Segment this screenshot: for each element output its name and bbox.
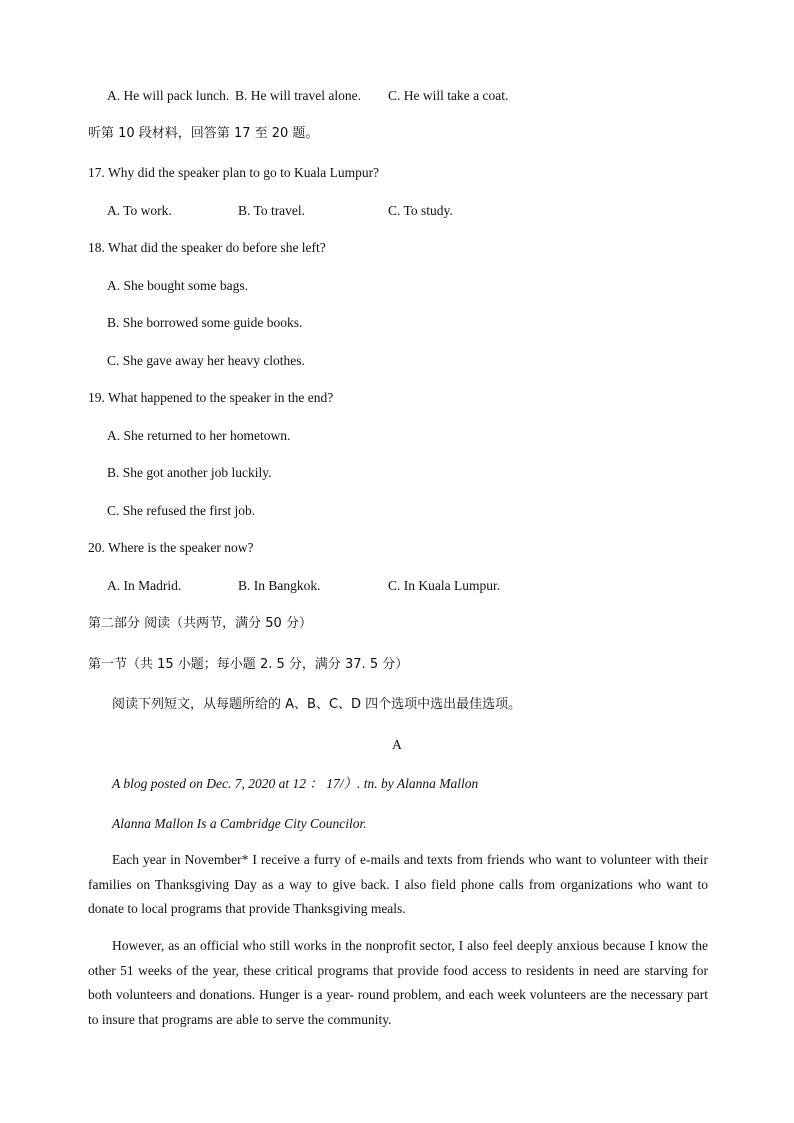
reading-instructions: 阅读下列短文，从每题所给的 A、B、C、D 四个选项中选出最佳选项。 — [112, 697, 522, 712]
question-17-stem: 17. Why did the speaker plan to go to Kuala Lumpur? — [88, 165, 380, 180]
passage-author-note: Alanna Mallon Is a Cambridge City Councilor. — [112, 816, 367, 831]
q18-option-b: B. She borrowed some guide books. — [107, 315, 303, 330]
q17-option-c: C. To study. — [388, 203, 453, 218]
question-20-stem: 20. Where is the speaker now? — [88, 540, 254, 555]
q17-option-a: A. To work. — [107, 203, 172, 218]
part-two-heading: 第二部分 阅读（共两节，满分 50 分） — [88, 616, 312, 631]
q19-option-c: C. She refused the first job. — [107, 503, 256, 518]
question-19-stem: 19. What happened to the speaker in the end? — [88, 390, 334, 405]
question-18-stem: 18. What did the speaker do before she left? — [88, 240, 326, 255]
q18-option-c: C. She gave away her heavy clothes. — [107, 353, 305, 368]
q19-option-b: B. She got another job luckily. — [107, 465, 272, 480]
q16-option-c: C. He will take a coat. — [388, 88, 509, 103]
q17-option-b: B. To travel. — [238, 203, 306, 218]
q16-option-a: A. He will pack lunch. — [107, 88, 230, 103]
passage-letter: A — [392, 737, 402, 752]
q20-option-a: A. In Madrid. — [107, 578, 182, 593]
passage-paragraph: However, as an official who still works in the nonprofit sector, I also feel deeply anxious because I know the other 51 weeks of the year, these critical programs that provide food access to residents in need are starving for both volunteers and donations. Hunger is a year- round problem, and each week volunteers are the necessary part to insure that programs are able to serve the community. — [88, 938, 708, 1027]
section-10-heading: 听第 10 段材料，回答第 17 至 20 题。 — [88, 126, 319, 141]
section-one-heading: 第一节（共 15 小题；每小题 2. 5 分，满分 37. 5 分） — [88, 657, 409, 672]
q16-option-b: B. He will travel alone. — [235, 88, 361, 103]
q20-option-c: C. In Kuala Lumpur. — [388, 578, 501, 593]
passage-byline: A blog posted on Dec. 7, 2020 at 12 ： 17/）. tn. by Alanna Mallon — [112, 776, 479, 791]
q18-option-a: A. She bought some bags. — [107, 278, 248, 293]
passage-paragraph: Each year in November* I receive a furry of e-mails and texts from friends who want to volunteer with their families on Thanksgiving Day as a way to give back. I also field phone calls from organizations who want to donate to local programs that provide Thanksgiving meals. — [88, 852, 708, 916]
q20-option-b: B. In Bangkok. — [238, 578, 321, 593]
q19-option-a: A. She returned to her hometown. — [107, 428, 291, 443]
